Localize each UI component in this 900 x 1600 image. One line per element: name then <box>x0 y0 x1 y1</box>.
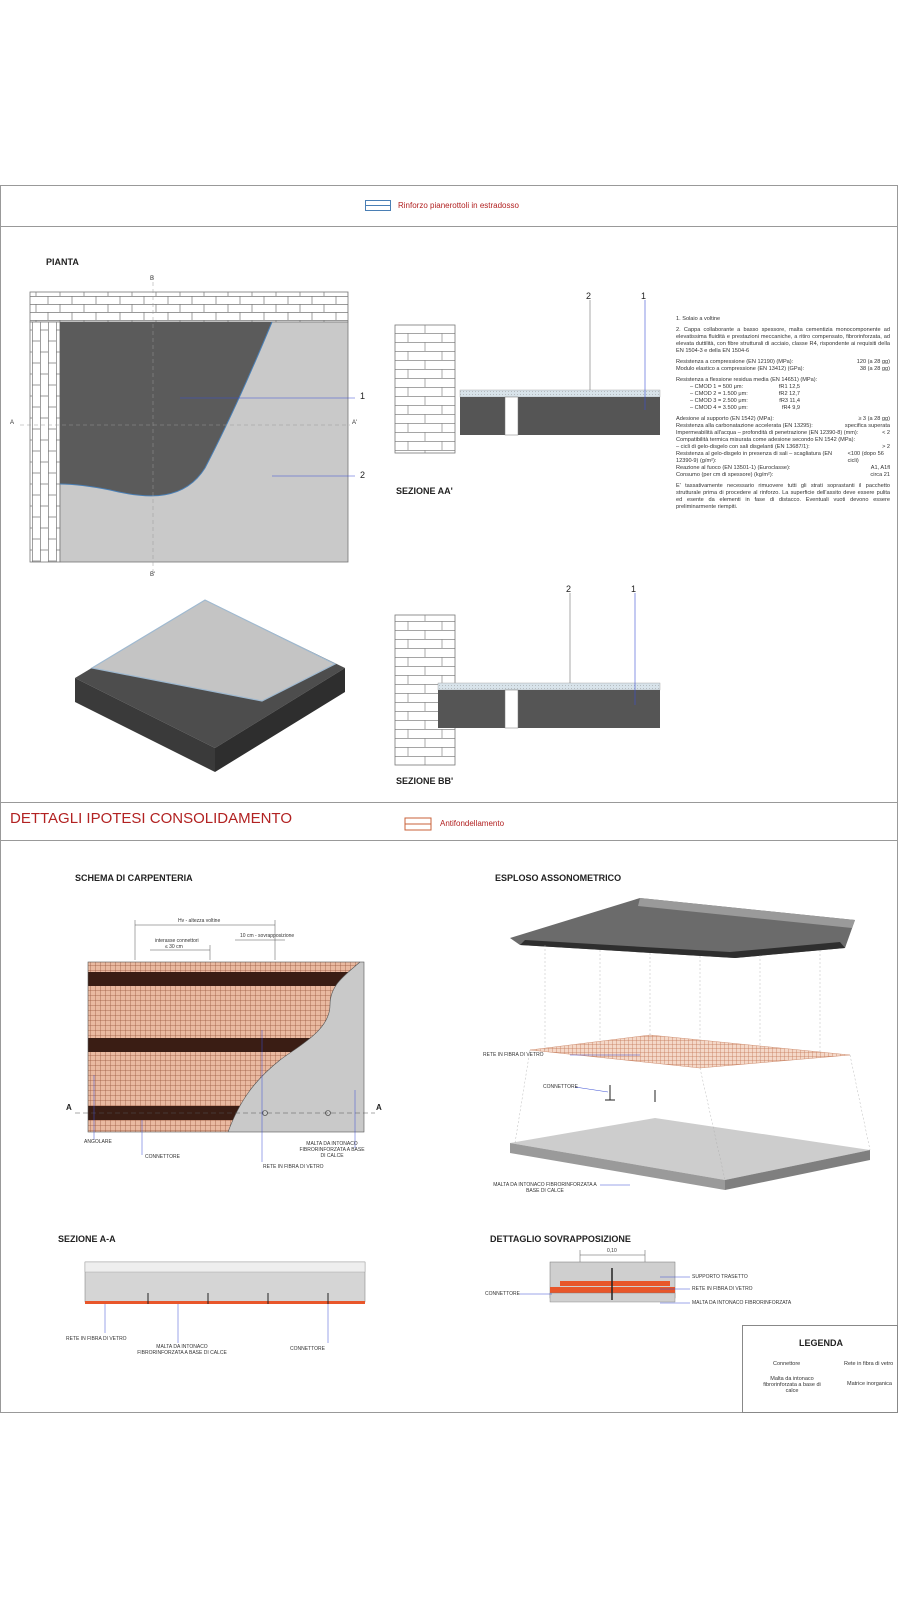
sovrapposizione-ann-connettore: CONNETTORE <box>485 1291 520 1297</box>
spec-row <box>676 430 890 437</box>
spec-key: – CMOD 2 = 1.500 μm: <box>690 391 748 397</box>
legenda-box <box>742 1325 898 1413</box>
schema-carpenteria-drawing <box>75 920 375 1162</box>
spec-row <box>690 405 800 412</box>
aa-marker-2: 2 <box>586 291 592 301</box>
spec-key: – CMOD 3 = 2.500 μm: <box>690 398 748 404</box>
sezione-aa-title: SEZIONE AA' <box>396 486 453 496</box>
cut-a-label: A <box>10 420 15 426</box>
spec-note: E' tassativamente necessario rimuovere tutti gli strati soprastanti il pacchetto strutturale prima di procedere al rinforzo. La superficie dell'assito deve essere pulita ed esente da elementi in fase di distacco. Eventuali vuoti devono essere preliminarmente riempiti. <box>676 483 890 510</box>
esploso-ann-malta: MALTA DA INTONACO FIBRORINFORZATA A BASE DI CALCE <box>493 1182 597 1194</box>
cut-b-label: B <box>150 276 155 282</box>
sovrapposizione-ann-supporto: SUPPORTO TRASETTO <box>692 1274 748 1280</box>
specification-text <box>676 316 890 515</box>
spec-props-2 <box>676 416 890 479</box>
sezione-bb-title: SEZIONE BB' <box>396 776 454 786</box>
legenda-malta: Malta da intonaco fibrorinforzata a base di calce <box>763 1376 821 1394</box>
schema-dim-1: Hv - altezza voltine <box>178 918 221 924</box>
spec-value: circa 21 <box>870 472 890 478</box>
legend-label: Rinforzo pianerottoli in estradosso <box>398 201 519 210</box>
spec-value: fR1 12,5 <box>778 384 800 390</box>
spec-value: specifica superata <box>844 423 890 429</box>
pianta-marker-1: 1 <box>360 391 366 401</box>
sezione-a-ann-malta: MALTA DA INTONACO FIBRORINFORZATA A BASE DI CALCE <box>137 1344 227 1356</box>
spec-key: Resistenza alla carbonatazione accelerata (EN 13295): <box>676 423 813 429</box>
isometric-slab <box>75 600 345 772</box>
spec-cmod <box>676 384 890 412</box>
sovrapposizione-title: DETTAGLIO SOVRAPPOSIZIONE <box>490 1234 631 1244</box>
sovrapposizione-dim: 0,10 <box>607 1248 617 1254</box>
spec-key: – CMOD 1 = 500 μm: <box>690 384 744 390</box>
schema-ann-rete: RETE IN FIBRA DI VETRO <box>263 1164 324 1170</box>
legend-mid-swatch <box>405 818 431 830</box>
pianta-marker-2: 2 <box>360 470 366 480</box>
spec-flex-title: Resistenza a flessione residua media (EN 14651) (MPa): <box>676 377 818 383</box>
spec-row <box>676 416 890 423</box>
spec-key: Reazione al fuoco (EN 13501-1) (Euroclasse): <box>676 465 791 471</box>
spec-item-2: 2. Cappa collaborante a basso spessore, malta cementizia monocomponente ad elevatissima fluidità e prestazioni meccaniche, a ritiro compensato, fibrorinforzata, ad elevata duttilità, con fibre strutturali di acciaio, classe R4, rispondente ai requisiti della EN 1504-3 e della EN 1504-6 <box>676 327 890 354</box>
schema-dim-3: ≤ 30 cm <box>165 944 183 950</box>
spec-row <box>690 384 800 391</box>
sezione-aa-drawing <box>395 300 660 453</box>
spec-value: 120 (a 28 gg) <box>856 359 890 365</box>
bb-marker-2: 2 <box>566 584 572 594</box>
spec-props <box>676 359 890 373</box>
cut-b2-label: B' <box>150 572 156 578</box>
spec-row <box>676 437 890 444</box>
legenda-rete: Rete in fibra di vetro <box>844 1361 894 1367</box>
spec-value: > 2 <box>882 444 890 450</box>
spec-key: – cicli di gelo-disgelo con sali disgelanti (EN 13687/1): <box>676 444 810 450</box>
sezione-a-title: SEZIONE A-A <box>58 1234 116 1244</box>
sovrapposizione-drawing <box>520 1250 690 1303</box>
spec-key: Impermeabilità all'acqua – profondità di penetrazione (EN 12390-8) (mm): <box>676 430 859 436</box>
spec-value: fR3 11,4 <box>779 398 800 404</box>
spec-value: fR2 12,7 <box>778 391 800 397</box>
sovrapposizione-ann-malta: MALTA DA INTONACO FIBRORINFORZATA <box>692 1300 792 1306</box>
schema-ann-connettore: CONNETTORE <box>145 1154 180 1160</box>
spec-value: <100 (dopo 56 cicli) <box>847 451 884 464</box>
spec-row <box>676 472 890 479</box>
aa-marker-1: 1 <box>641 291 647 301</box>
spec-row <box>690 391 800 398</box>
schema-title: SCHEMA DI CARPENTERIA <box>75 873 193 883</box>
bb-marker-1: 1 <box>631 584 637 594</box>
pianta-plan <box>20 275 358 575</box>
schema-ann-malta: MALTA DA INTONACO FIBRORINFORZATA A BASE DI CALCE <box>299 1141 365 1159</box>
legenda-matrice: Matrice inorganica <box>847 1381 892 1387</box>
esploso-title: ESPLOSO ASSONOMETRICO <box>495 873 622 883</box>
schema-dim-2: interasse connettori <box>155 938 199 944</box>
spec-row <box>676 359 890 366</box>
schema-dim-4: 10 cm - sovrapposizione <box>240 933 295 939</box>
spec-row <box>676 423 890 430</box>
sezione-bb-drawing <box>395 593 660 765</box>
cut-a2-label: A' <box>352 420 358 426</box>
legenda-title: LEGENDA <box>798 1338 843 1348</box>
esploso-drawing <box>510 898 870 1190</box>
schema-ann-angolare: ANGOLARE <box>84 1139 112 1145</box>
schema-cut-right: A <box>376 1103 382 1112</box>
spec-key: Adesione al supporto (EN 1542) (MPa): <box>676 416 774 422</box>
spec-value: 38 (a 28 gg) <box>859 366 890 372</box>
spec-key: Resistenza al gelo-disgelo in presenza di sali – scagliatura (EN 12390-9) (g/m²): <box>676 451 833 464</box>
section-title: DETTAGLI IPOTESI CONSOLIDAMENTO <box>10 810 292 827</box>
sezione-a-a-drawing <box>85 1262 365 1343</box>
spec-row <box>676 465 890 472</box>
legenda-connettore: Connettore <box>773 1361 801 1367</box>
spec-key: Consumo (per cm di spessore) (kg/m²): <box>676 472 774 478</box>
spec-value: fR4 9,9 <box>781 405 800 411</box>
spec-value: < 2 <box>882 430 890 436</box>
spec-value: ≥ 3 (a 28 gg) <box>858 416 890 422</box>
sezione-a-ann-connettore: CONNETTORE <box>290 1346 325 1352</box>
schema-cut-left: A <box>66 1103 72 1112</box>
spec-row <box>690 398 800 405</box>
spec-key: Modulo elastico a compressione (EN 13412) (GPa): <box>676 366 805 372</box>
sezione-a-ann-rete: RETE IN FIBRA DI VETRO <box>66 1336 127 1342</box>
esploso-ann-connettore: CONNETTORE <box>543 1084 578 1090</box>
spec-value: A1, A1fl <box>870 465 890 471</box>
pianta-title: PIANTA <box>46 257 79 267</box>
spec-key: Compatibilità termica misurata come adesione secondo EN 1542 (MPa): <box>676 437 856 443</box>
legend-mid-label: Antifondellamento <box>440 819 505 828</box>
spec-key: – CMOD 4 = 3.500 μm: <box>690 405 748 411</box>
esploso-ann-rete: RETE IN FIBRA DI VETRO <box>483 1052 544 1058</box>
spec-row <box>676 451 890 465</box>
sovrapposizione-ann-rete: RETE IN FIBRA DI VETRO <box>692 1286 753 1292</box>
spec-row <box>676 366 890 373</box>
spec-row <box>676 444 890 451</box>
spec-item-1: 1. Solaio a voltine <box>676 316 721 322</box>
spec-key: Resistenza a compressione (EN 12190) (MPa): <box>676 359 794 365</box>
